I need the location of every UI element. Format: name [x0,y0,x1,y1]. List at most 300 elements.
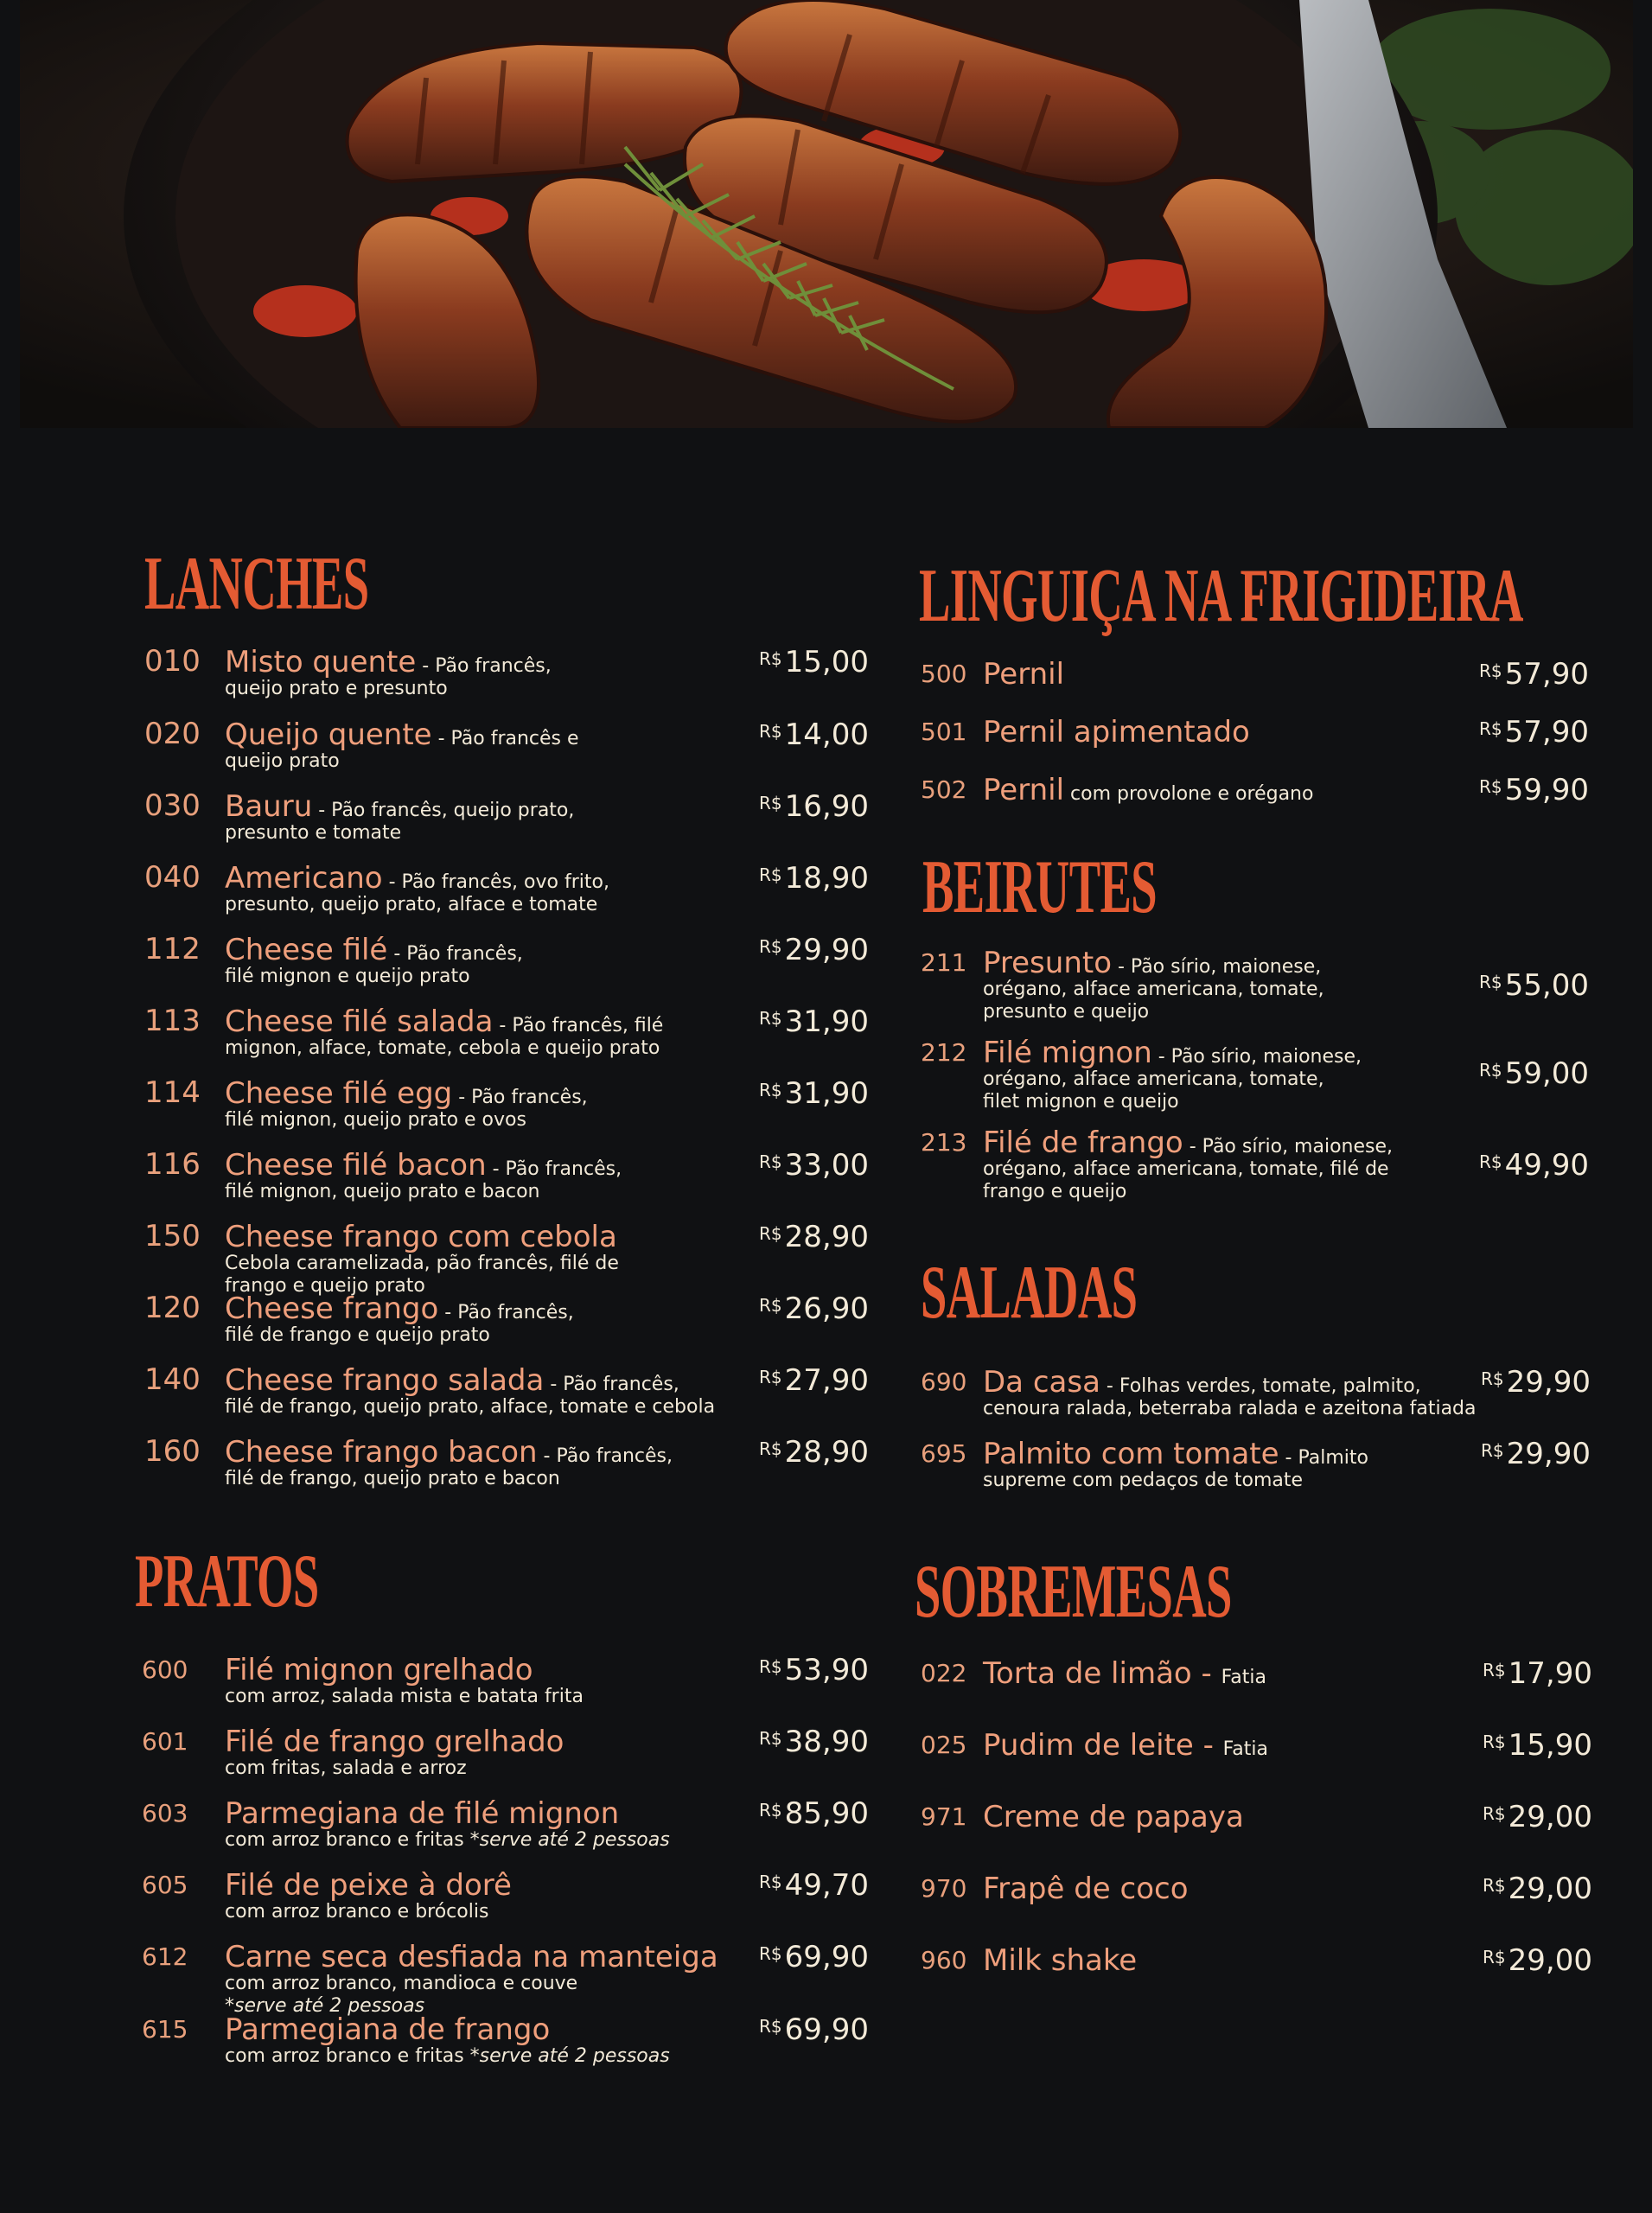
item-body [983,1802,1244,1833]
item-name: Da casa [983,1365,1100,1400]
item-title-line [983,1658,1266,1689]
menu-item [921,1438,1591,1499]
currency-symbol: R$ [759,864,782,885]
menu-item [144,860,869,923]
item-inline-desc: - Pão francês, [416,655,552,677]
item-body [225,1365,715,1419]
item-name: Milk shake [983,1943,1138,1978]
price-value: 49,90 [1504,1148,1589,1183]
item-body [225,1942,718,2018]
item-price [1483,1802,1592,1833]
item-code: 695 [921,1439,967,1468]
item-price [759,1437,869,1468]
menu-item [142,1726,869,1787]
item-description-text: cenoura ralada, beterraba ralada e azeitona fatiada [983,1398,1477,1419]
item-title-line [225,1726,564,1757]
item-price [759,1293,869,1324]
item-description-text: com arroz branco, mandioca e couve [225,1973,578,1994]
item-title-line [225,1655,584,1686]
menu-item [142,2014,869,2075]
item-description [225,1324,574,1347]
item-inline-desc: - Pão francês, filé [493,1015,664,1036]
item-body [225,934,523,988]
menu-item [144,1362,869,1425]
menu-item [142,1870,869,1930]
hero-photo [20,0,1633,428]
item-code: 025 [921,1731,967,1759]
item-code: 020 [144,717,201,751]
price-value: 14,00 [784,717,869,752]
item-body [983,717,1250,748]
item-code: 010 [144,644,201,679]
item-price [1479,659,1589,690]
price-value: 17,90 [1508,1656,1592,1691]
item-inline-desc: Fatia [1221,1667,1266,1688]
price-value: 55,00 [1504,968,1589,1003]
item-description-text: Cebola caramelizada, pão francês, filé de [225,1253,619,1274]
item-code: 112 [144,932,201,966]
price-value: 29,00 [1508,1943,1592,1978]
currency-symbol: R$ [759,1656,782,1677]
item-name: Cheese frango salada [225,1363,545,1398]
item-price [759,1006,869,1037]
item-price [1483,1945,1592,1976]
item-name: Americano [225,861,383,896]
menu-item [921,1873,1592,1934]
item-description [225,966,523,988]
item-title-line [225,647,552,678]
item-description [225,2045,670,2068]
item-description-text: presunto e tomate [225,822,402,844]
item-name: Cheese filé bacon [225,1148,487,1183]
currency-symbol: R$ [759,721,782,742]
item-code: 601 [142,1727,188,1756]
item-description-text: com arroz branco e brócolis [225,1901,489,1923]
item-code: 040 [144,860,201,895]
currency-symbol: R$ [759,1367,782,1387]
item-description [225,894,609,916]
item-code: 971 [921,1802,967,1831]
item-name: Cheese filé [225,933,388,967]
item-description [225,1829,670,1852]
item-name: Presunto [983,946,1112,980]
menu-item [921,775,1589,835]
item-price [759,863,869,894]
item-price [759,1078,869,1109]
item-title-line [225,1006,663,1037]
item-description [983,1398,1477,1420]
currency-symbol: R$ [1479,718,1502,739]
item-name: Filé de peixe à dorê [225,1868,512,1903]
item-description-text: filé de frango, queijo prato, alface, tomate e cebola [225,1396,716,1418]
item-body [983,1438,1368,1492]
item-title-line [225,1150,622,1181]
menu-item [144,788,869,851]
item-price [759,1150,869,1181]
item-inline-desc: - Pão francês, [486,1158,622,1180]
currency-symbol: R$ [759,1728,782,1749]
price-value: 31,90 [784,1004,869,1039]
item-inline-desc: - Pão sírio, maionese, [1112,956,1322,978]
item-body [983,1658,1266,1689]
price-value: 31,90 [784,1076,869,1111]
item-description [225,750,579,773]
item-description [225,1901,512,1923]
item-title-line [225,791,574,822]
price-value: 59,90 [1504,773,1589,807]
menu-item [144,934,869,995]
item-description [983,1091,1362,1113]
item-body [983,1037,1362,1113]
item-title-line [225,863,609,894]
item-inline-desc: com provolone e orégano [1064,783,1314,805]
item-inline-desc: - Pão francês, [387,943,523,965]
currency-symbol: R$ [759,2016,782,2037]
sausages-in-skillet-photo [20,0,1633,428]
item-code: 211 [921,948,967,977]
item-code: 501 [921,717,967,746]
item-name: Pernil [983,773,1065,807]
item-title-line [983,947,1324,979]
item-price [1479,775,1589,806]
item-body [225,1150,622,1203]
item-code: 150 [144,1219,201,1253]
currency-symbol: R$ [759,1872,782,1892]
item-description [225,1468,673,1490]
price-value: 69,90 [784,2012,869,2047]
menu-item [144,644,869,707]
item-price [759,1221,869,1253]
item-description [983,1470,1368,1492]
item-description-text: filé de frango e queijo prato [225,1324,490,1346]
item-price [759,1798,869,1829]
item-code: 116 [144,1147,201,1182]
item-price [759,1655,869,1686]
currency-symbol: R$ [1479,776,1502,797]
item-title-line [225,1942,718,1973]
item-price [759,1942,869,1973]
menu-item [142,1798,869,1859]
price-value: 26,90 [784,1291,869,1326]
currency-symbol: R$ [759,1438,782,1459]
section-title-pratos: PRATOS [135,1540,319,1623]
price-value: 57,90 [1504,657,1589,692]
item-description-text: filé mignon, queijo prato e ovos [225,1109,526,1131]
item-code: 113 [144,1004,201,1038]
item-code: 615 [142,2015,188,2044]
item-code: 600 [142,1655,188,1684]
item-body [225,1437,673,1490]
price-value: 18,90 [784,861,869,896]
item-body [225,791,574,845]
item-body [983,1730,1268,1761]
item-name: Cheese filé egg [225,1076,453,1111]
currency-symbol: R$ [1481,1440,1504,1461]
item-note: *serve até 2 pessoas [469,1829,670,1851]
section-title-linguica: LINGUIÇA NA FRIGIDEIRA [919,554,1523,638]
item-name: Cheese filé salada [225,1004,494,1039]
item-price [1479,1058,1589,1089]
item-code: 212 [921,1038,967,1067]
item-description [225,1757,564,1780]
item-code: 605 [142,1871,188,1899]
currency-symbol: R$ [759,1295,782,1316]
currency-symbol: R$ [1479,660,1502,681]
price-value: 15,00 [784,645,869,679]
item-description [225,1396,715,1419]
item-inline-desc: Fatia [1222,1738,1269,1760]
menu-item [921,659,1589,719]
item-description-text: com fritas, salada e arroz [225,1757,467,1779]
item-body [983,1367,1477,1420]
menu-item [142,1655,869,1715]
item-body [983,775,1313,806]
item-description [225,822,574,845]
price-value: 29,90 [1506,1365,1591,1400]
menu-item [144,1006,869,1067]
item-description-text: presunto e queijo [983,1001,1150,1023]
item-name: Misto quente [225,645,417,679]
item-description [225,1037,663,1060]
price-value: 27,90 [784,1363,869,1398]
item-description-text: frango e queijo prato [225,1275,425,1297]
item-code: 114 [144,1075,201,1110]
price-value: 16,90 [784,789,869,824]
item-name: Frapê de coco [983,1872,1189,1906]
item-title-line [983,1037,1362,1068]
item-price [759,647,869,678]
item-price [1483,1730,1592,1761]
item-name: Filé de frango grelhado [225,1725,564,1759]
item-code: 022 [921,1659,967,1687]
item-body [983,1945,1137,1976]
price-value: 29,00 [1508,1800,1592,1834]
menu-item [144,1147,869,1210]
item-body [225,1006,663,1060]
menu-item [144,1219,869,1297]
item-description [225,1973,718,1995]
item-description-text: queijo prato [225,750,340,772]
item-price [1479,970,1589,1001]
item-name: Pernil [983,657,1065,692]
price-value: 57,90 [1504,715,1589,749]
item-name: Parmegiana de frango [225,2012,551,2047]
item-description [225,1253,619,1275]
item-code: 603 [142,1799,188,1827]
item-body [225,863,609,916]
item-body [983,1873,1189,1904]
item-name: Pernil apimentado [983,715,1250,749]
item-description-text: filet mignon e queijo [983,1091,1179,1113]
currency-symbol: R$ [759,648,782,669]
currency-symbol: R$ [1481,1368,1504,1389]
menu-item [921,1730,1592,1790]
item-title-line [983,1438,1368,1470]
item-description-text: filé mignon e queijo prato [225,966,470,987]
item-name: Filé mignon grelhado [225,1653,533,1687]
item-name: Cheese frango [225,1291,439,1326]
item-body [983,1127,1393,1203]
item-inline-desc: - Pão francês, [452,1087,588,1108]
item-body [983,659,1064,690]
item-title-line [983,1127,1393,1158]
item-name: Filé de frango [983,1126,1183,1160]
item-inline-desc: - Pão francês, [544,1374,679,1395]
item-body [225,1655,584,1708]
item-body [225,2014,670,2068]
price-value: 53,90 [784,1653,869,1687]
item-description [983,979,1324,1001]
price-value: 59,00 [1504,1056,1589,1091]
price-value: 33,00 [784,1148,869,1183]
item-price [759,1365,869,1396]
item-code: 690 [921,1368,967,1396]
price-value: 29,90 [784,933,869,967]
currency-symbol: R$ [1479,1151,1502,1172]
item-title-line [225,1078,588,1109]
price-value: 29,00 [1508,1872,1592,1906]
item-price [759,1870,869,1901]
item-title-line [225,1437,673,1468]
item-code: 030 [144,788,201,823]
item-price [759,791,869,822]
item-body [225,1293,574,1347]
item-price [759,2014,869,2045]
item-description-text: orégano, alface americana, tomate, filé de [983,1158,1389,1180]
currency-symbol: R$ [1479,1060,1502,1081]
item-price [1479,717,1589,748]
menu-item [144,1293,869,1354]
item-price [759,1726,869,1757]
item-name: Palmito com tomate [983,1437,1279,1471]
item-inline-desc: - Pão francês, [537,1445,673,1467]
item-name: Carne seca desfiada na manteiga [225,1940,718,1974]
section-title-beirutes: BEIRUTES [922,845,1157,929]
currency-symbol: R$ [759,1151,782,1172]
item-price [1483,1873,1592,1904]
item-inline-desc: - Folhas verdes, tomate, palmito, [1100,1375,1421,1397]
item-description-text: orégano, alface americana, tomate, [983,1068,1324,1090]
item-title-line [225,1798,670,1829]
price-value: 29,90 [1506,1437,1591,1471]
item-code: 500 [921,660,967,688]
item-inline-desc: - Pão francês, queijo prato, [312,800,575,821]
item-name: Parmegiana de filé mignon [225,1796,620,1831]
item-description-text: orégano, alface americana, tomate, [983,979,1324,1000]
item-body [225,1798,670,1852]
currency-symbol: R$ [759,1223,782,1244]
item-body [225,647,552,700]
menu-item [142,1940,869,2017]
currency-symbol: R$ [1483,1803,1506,1824]
item-price [1479,1150,1589,1181]
item-code: 160 [144,1434,201,1469]
item-body [983,947,1324,1024]
item-inline-desc: - Pão sírio, maionese, [1151,1046,1362,1068]
item-title-line [983,1802,1244,1833]
item-inline-desc: - Pão sírio, maionese, [1183,1136,1394,1158]
item-name: Creme de papaya [983,1800,1244,1834]
item-description-text: com arroz branco e fritas [225,1829,470,1851]
item-price [759,934,869,966]
item-description [983,1001,1324,1024]
item-description [983,1068,1362,1091]
item-title-line [983,1945,1137,1976]
item-code: 960 [921,1946,967,1974]
menu-item [921,717,1589,777]
currency-symbol: R$ [759,1943,782,1964]
item-name: Bauru [225,789,313,824]
item-description [225,1109,588,1132]
item-code: 140 [144,1362,201,1397]
item-title-line [983,1367,1477,1398]
item-name: Cheese frango com cebola [225,1220,617,1254]
currency-symbol: R$ [759,793,782,813]
item-code: 213 [921,1128,967,1157]
item-description [983,1181,1393,1203]
item-price [759,719,869,750]
item-inline-desc: - Palmito [1279,1447,1368,1469]
item-description-text: queijo prato e presunto [225,678,448,699]
item-title-line [983,1730,1268,1761]
price-value: 28,90 [784,1220,869,1254]
menu-item [921,946,1589,1023]
price-value: 38,90 [784,1725,869,1759]
currency-symbol: R$ [759,936,782,957]
item-name: Queijo quente [225,717,432,752]
section-title-lanches: LANCHES [144,542,369,626]
item-body [225,1078,588,1132]
item-body [225,1870,512,1923]
price-value: 28,90 [784,1435,869,1470]
item-note: *serve até 2 pessoas [225,1995,425,2017]
item-inline-desc: - Pão francês e [431,728,579,749]
menu-item [921,1367,1591,1427]
item-name: Torta de limão - [983,1656,1221,1691]
item-title-line [983,717,1250,748]
item-description-text: mignon, alface, tomate, cebola e queijo prato [225,1037,660,1059]
item-body [225,719,579,773]
price-value: 15,90 [1508,1728,1592,1763]
item-name: Cheese frango bacon [225,1435,538,1470]
item-price [1481,1367,1591,1398]
price-value: 69,90 [784,1940,869,1974]
item-title-line [225,1365,715,1396]
currency-symbol: R$ [759,1080,782,1100]
item-title-line [983,775,1313,806]
section-title-sobremesas: SOBREMESAS [915,1550,1232,1634]
menu-item [144,1434,869,1497]
currency-symbol: R$ [1479,972,1502,992]
item-title-line [225,1221,619,1253]
item-description [225,1181,622,1203]
item-title-line [225,1293,574,1324]
item-title-line [225,2014,670,2045]
item-name: Filé mignon [983,1036,1152,1070]
section-title-saladas: SALADAS [921,1251,1138,1335]
price-value: 85,90 [784,1796,869,1831]
item-title-line [225,934,523,966]
item-code: 120 [144,1291,201,1325]
item-inline-desc: - Pão francês, ovo frito, [382,871,609,893]
menu-item [921,1658,1592,1719]
item-description-text: frango e queijo [983,1181,1127,1202]
menu-item [144,1075,869,1138]
menu-item [921,1802,1592,1862]
item-description-text: filé de frango, queijo prato e bacon [225,1468,560,1489]
menu-item [144,719,869,780]
menu-item [921,1945,1592,2006]
